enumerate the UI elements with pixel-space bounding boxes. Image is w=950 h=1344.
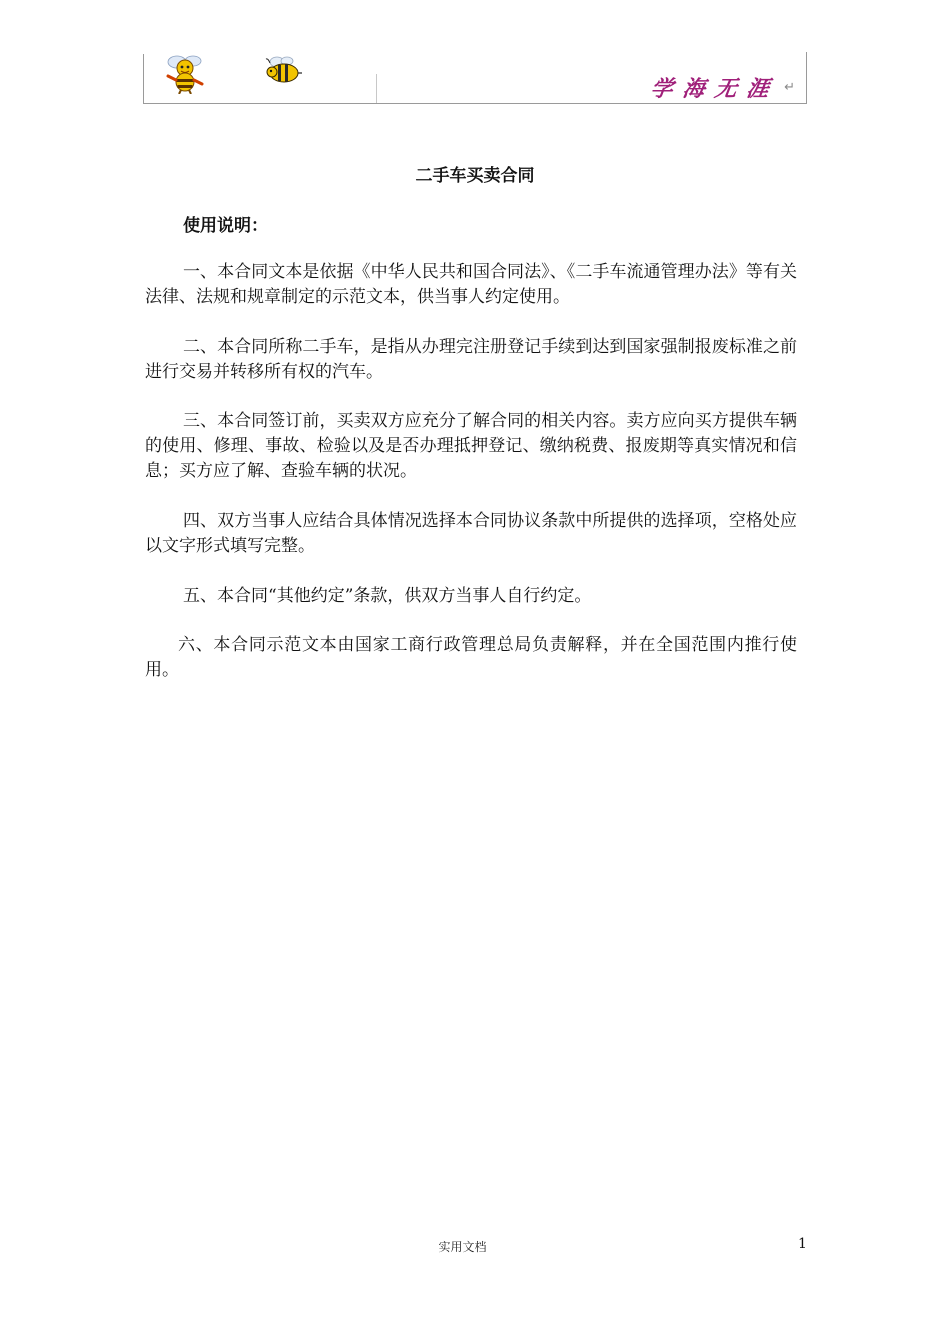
- footer-label: 实用文档: [438, 1240, 487, 1254]
- instruction-paragraph-5: 五、本合同“其他约定”条款，供双方当事人自行约定。: [183, 586, 592, 606]
- instruction-paragraph-4: 四、双方当事人应结合具体情况选择本合同协议条款中所提供的选择项，空格处应以文字形式填写完整。: [145, 511, 797, 556]
- document-title: 二手车买卖合同: [415, 166, 535, 186]
- page-header: [143, 48, 807, 104]
- instructions-heading: 使用说明：: [183, 216, 268, 236]
- instruction-paragraph-3: 三、本合同签订前，买卖双方应充分了解合同的相关内容。卖方应向买方提供车辆的使用、修理、事故、检验以及是否办理抵押登记、缴纳税费、报废期等真实情况和信息；买方应了解、查验车辆的状况。: [145, 411, 797, 481]
- paragraph-mark: ↵: [784, 80, 795, 95]
- header-left-border: [143, 54, 144, 104]
- header-divider: [376, 74, 377, 104]
- instruction-paragraph-6: 六、本合同示范文本由国家工商行政管理总局负责解释，并在全国范围内推行使用。: [145, 635, 797, 680]
- header-right-border: [806, 52, 807, 104]
- bee-mascot-icon: [163, 52, 207, 94]
- instruction-paragraph-1: 一、本合同文本是依据《中华人民共和国合同法》、《二手车流通管理办法》等有关法律、法规和规章制定的示范文本，供当事人约定使用。: [145, 262, 797, 307]
- instruction-paragraph-2: 二、本合同所称二手车，是指从办理完注册登记手续到达到国家强制报废标准之前进行交易并转移所有权的汽车。: [145, 337, 797, 382]
- header-motto: 学海无涯: [648, 76, 781, 102]
- bee-icon: [263, 56, 303, 84]
- header-rule: [143, 103, 807, 104]
- page-number: 1: [798, 1236, 807, 1252]
